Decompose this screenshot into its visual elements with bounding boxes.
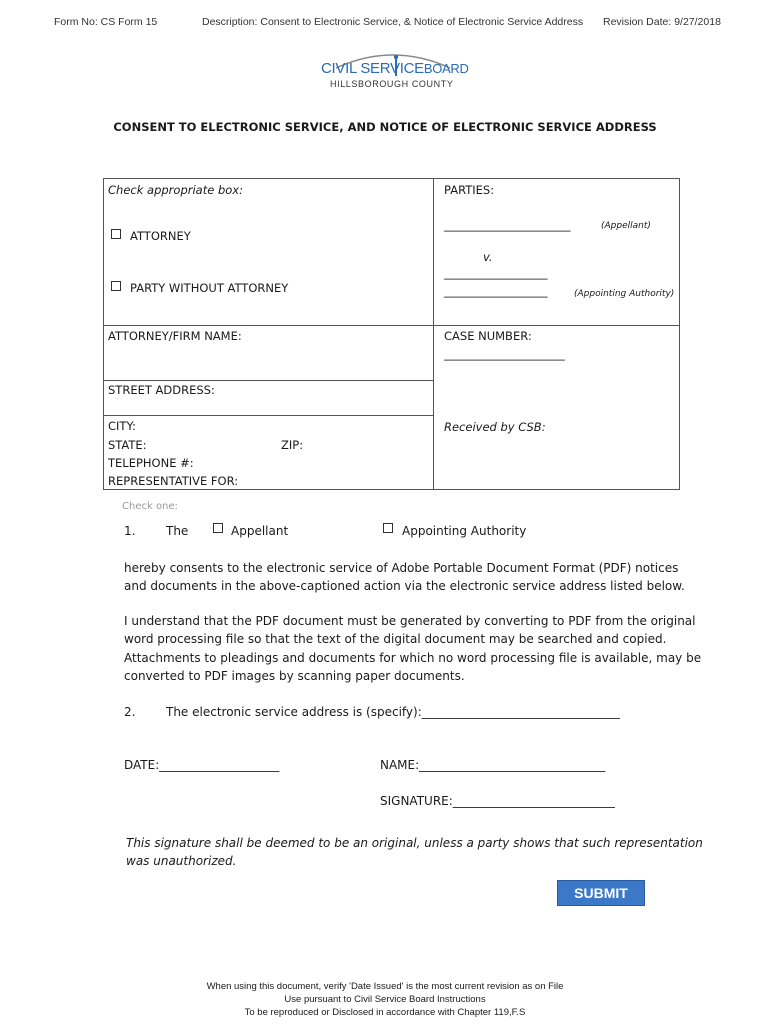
- street-address-label: STREET ADDRESS:: [108, 383, 215, 397]
- case-number-blank[interactable]: _____________________: [444, 347, 565, 361]
- appointing-authority-blank-1[interactable]: __________________: [444, 266, 548, 280]
- appointing-authority-blank-2[interactable]: __________________: [444, 284, 548, 298]
- table-row-divider: [103, 415, 433, 416]
- table-row-divider: [103, 380, 433, 381]
- state-label: STATE:: [108, 438, 147, 452]
- footer-line: When using this document, verify 'Date Issued' is the most current revision as on File: [206, 981, 564, 992]
- page-title: CONSENT TO ELECTRONIC SERVICE, AND NOTICE OF ELECTRONIC SERVICE ADDRESS: [113, 120, 657, 134]
- city-label: CITY:: [108, 419, 136, 433]
- appellant-blank[interactable]: ______________________: [444, 218, 571, 232]
- signature-field[interactable]: SIGNATURE:___________________________: [380, 794, 615, 808]
- disclaimer-line: was unauthorized.: [126, 854, 237, 868]
- name-field[interactable]: NAME:_______________________________: [380, 758, 606, 772]
- table-vertical-divider: [433, 178, 434, 490]
- consent-paragraph-line: hereby consents to the electronic service of Adobe Portable Document Format (PDF) notices: [124, 561, 679, 575]
- appellant-checkbox[interactable]: [213, 523, 223, 533]
- attorney-label: ATTORNEY: [130, 229, 191, 243]
- attorney-firm-name-label: ATTORNEY/FIRM NAME:: [108, 329, 242, 343]
- appointing-authority-caption: (Appointing Authority): [574, 289, 675, 299]
- item-2-number: 2.: [124, 705, 136, 719]
- check-one-label: Check one:: [122, 501, 178, 512]
- submit-button[interactable]: SUBMIT: [557, 880, 645, 906]
- form-number: Form No: CS Form 15: [54, 16, 158, 28]
- party-without-attorney-label: PARTY WITHOUT ATTORNEY: [130, 281, 289, 295]
- check-appropriate-label: Check appropriate box:: [108, 183, 243, 197]
- civil-service-board-logo: [318, 46, 468, 92]
- pdf-paragraph-line: converted to PDF images by scanning paper documents.: [124, 669, 465, 683]
- pdf-paragraph-line: I understand that the PDF document must be generated by converting to PDF from the original: [124, 614, 696, 628]
- appointing-authority-checkbox[interactable]: [383, 523, 393, 533]
- consent-paragraph-line: and documents in the above-captioned action via the electronic service address listed below.: [124, 579, 685, 593]
- attorney-checkbox[interactable]: [111, 229, 121, 239]
- footer-line: To be reproduced or Disclosed in accordance with Chapter 119,F.S: [244, 1007, 526, 1018]
- logo-county: HILLSBOROUGH COUNTY: [330, 79, 454, 89]
- revision-date: Revision Date: 9/27/2018: [603, 16, 721, 28]
- representative-for-label: REPRESENTATIVE FOR:: [108, 474, 239, 488]
- pdf-paragraph-line: Attachments to pleadings and documents for which no word processing file is available, may be: [124, 651, 702, 665]
- received-by-csb-label: Received by CSB:: [444, 420, 546, 434]
- logo-ce: CE: [403, 60, 424, 77]
- parties-label: PARTIES:: [444, 183, 495, 197]
- table-row-divider: [103, 325, 680, 326]
- appointing-authority-option-label: Appointing Authority: [402, 524, 527, 538]
- item-1-number: 1.: [124, 524, 136, 538]
- logo-board: BOARD: [423, 61, 469, 76]
- appellant-option-label: Appellant: [231, 524, 289, 538]
- electronic-service-address-field[interactable]: The electronic service address is (specify):_________________________________: [166, 705, 620, 719]
- item-1-the: The: [166, 524, 189, 538]
- zip-label: ZIP:: [281, 438, 304, 452]
- versus-label: v.: [483, 250, 493, 264]
- footer-line: Use pursuant to Civil Service Board Instructions: [284, 994, 486, 1005]
- date-field[interactable]: DATE:____________________: [124, 758, 280, 772]
- appellant-caption: (Appellant): [601, 221, 651, 231]
- logo-civil-serv: CIVIL SERV: [321, 60, 400, 77]
- logo-i: I: [399, 60, 404, 77]
- party-without-attorney-checkbox[interactable]: [111, 281, 121, 291]
- disclaimer-line: This signature shall be deemed to be an original, unless a party shows that such representation: [126, 836, 703, 850]
- telephone-label: TELEPHONE #:: [108, 456, 194, 470]
- pdf-paragraph-line: word processing file so that the text of the digital document may be searched and copied.: [124, 632, 667, 646]
- case-number-label: CASE NUMBER:: [444, 329, 532, 343]
- form-description: Description: Consent to Electronic Service, & Notice of Electronic Service Address: [202, 16, 584, 28]
